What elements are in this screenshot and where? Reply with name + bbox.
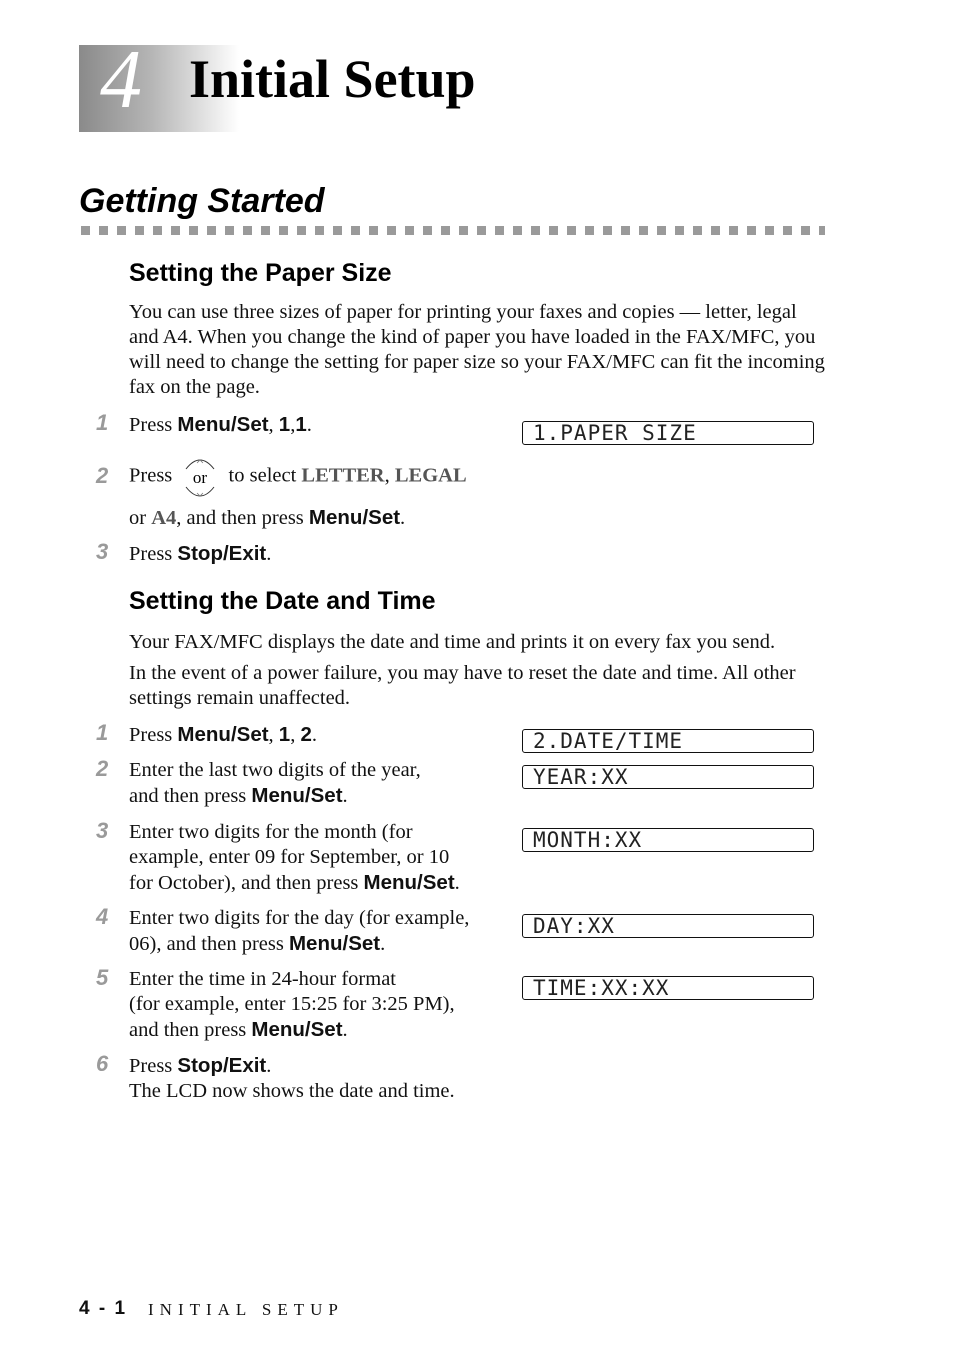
page-number: 4 - 1 <box>79 1298 128 1319</box>
date-time-para-2: In the event of a power failure, you may have to reset the date and time. All other settings remain unaffected. <box>129 662 796 709</box>
paper-step-3: Press Stop/Exit. <box>129 542 272 565</box>
step-number: 5 <box>96 965 109 990</box>
date-time-para-1: Your FAX/MFC displays the date and time and prints it on every fax you send. <box>129 631 776 653</box>
step-number: 1 <box>96 720 109 745</box>
step-number: 4 <box>96 904 109 929</box>
step-number: 1 <box>96 410 109 435</box>
up-down-navigation-icon <box>183 455 217 499</box>
date-step-6: Press Stop/Exit. The LCD now shows the date and time. <box>129 1054 455 1102</box>
lcd-display: 2.DATE/TIME <box>522 729 814 753</box>
step-number: 3 <box>96 818 109 843</box>
lcd-display: MONTH:XX <box>522 828 814 852</box>
lcd-display: DAY:XX <box>522 914 814 938</box>
paper-step-2-cont: or A4, and then press Menu/Set. <box>129 506 406 529</box>
svg-text:or: or <box>193 468 208 487</box>
section-divider <box>81 226 825 235</box>
paper-size-intro: You can use three sizes of paper for printing your faxes and copies — letter, legal and A4. When you change the kind of paper you have loaded in the FAX/MFC, you will need to change the setting for paper size so your FAX/MFC can fit the incoming fax on the page. <box>129 301 825 398</box>
paper-step-2: Press or to select LETTER, LEGAL <box>129 455 509 499</box>
step-number: 3 <box>96 539 109 564</box>
chapter-number: 4 <box>100 33 142 126</box>
running-footer: INITIAL SETUP <box>148 1300 344 1319</box>
lcd-display: TIME:XX:XX <box>522 976 814 1000</box>
date-step-5: Enter the time in 24-hour format (for example, enter 15:25 for 3:25 PM), and then press Menu/Set. <box>129 968 455 1041</box>
date-step-2: Enter the last two digits of the year, and then press Menu/Set. <box>129 759 421 807</box>
paper-size-heading: Setting the Paper Size <box>129 259 392 287</box>
date-step-1: Press Menu/Set, 1, 2. <box>129 723 317 746</box>
date-step-4: Enter two digits for the day (for example, 06), and then press Menu/Set. <box>129 907 470 955</box>
chapter-title: Initial Setup <box>189 49 476 109</box>
lcd-display: 1.PAPER SIZE <box>522 421 814 445</box>
lcd-display: YEAR:XX <box>522 765 814 789</box>
step-number: 2 <box>96 463 109 488</box>
step-number: 6 <box>96 1051 109 1076</box>
section-title: Getting Started <box>79 182 325 220</box>
step-number: 2 <box>96 756 109 781</box>
paper-step-1: Press Menu/Set, 1,1. <box>129 413 312 436</box>
date-step-3: Enter two digits for the month (for example, enter 09 for September, or 10 for October), and then press Menu/Set. <box>129 821 460 894</box>
date-time-heading: Setting the Date and Time <box>129 587 436 615</box>
